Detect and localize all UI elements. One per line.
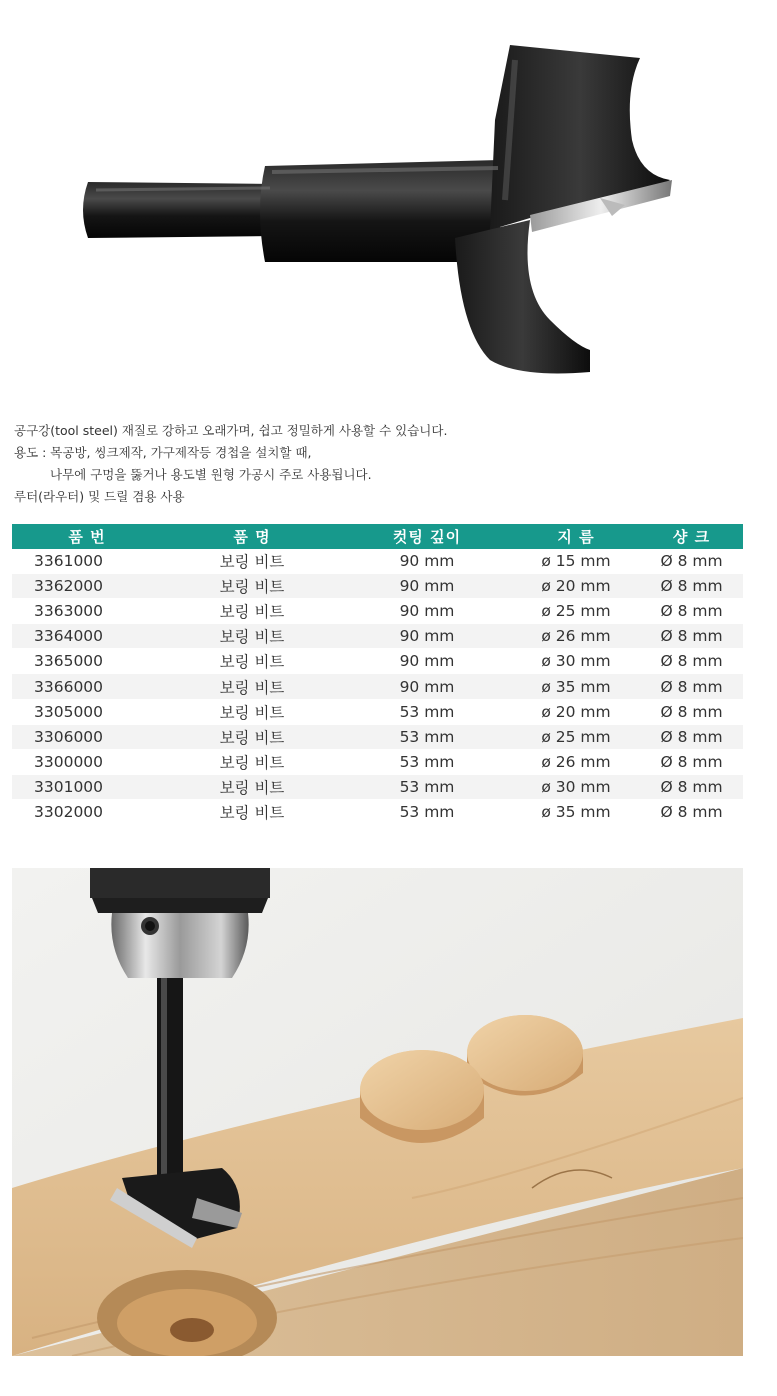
table-row bbox=[12, 674, 743, 699]
cell-product-name: 보링 비트 bbox=[162, 774, 342, 799]
cell-product-code: 3301000 bbox=[12, 774, 162, 799]
cell-cutting-depth: 90 mm bbox=[342, 549, 512, 574]
cell-diameter: ø 25 mm bbox=[512, 599, 640, 624]
drill-usage-photo bbox=[12, 868, 743, 1356]
cell-shank: Ø 8 mm bbox=[640, 699, 743, 724]
cell-shank: Ø 8 mm bbox=[640, 574, 743, 599]
cell-diameter: ø 20 mm bbox=[512, 574, 640, 599]
cell-diameter: ø 26 mm bbox=[512, 749, 640, 774]
cell-product-code: 3362000 bbox=[12, 574, 162, 599]
description-line-compatibility: 루터(라우터) 및 드릴 겸용 사용 bbox=[14, 489, 185, 504]
cell-shank: Ø 8 mm bbox=[640, 674, 743, 699]
spec-table-header-row bbox=[12, 524, 743, 549]
table-row bbox=[12, 799, 743, 824]
cell-product-name: 보링 비트 bbox=[162, 674, 342, 699]
cell-product-code: 3364000 bbox=[12, 624, 162, 649]
cell-cutting-depth: 90 mm bbox=[342, 599, 512, 624]
cell-diameter: ø 35 mm bbox=[512, 674, 640, 699]
description-line-usage-detail: 나무에 구멍을 뚫거나 용도별 원형 가공시 주로 사용됩니다. bbox=[50, 467, 372, 482]
cell-cutting-depth: 90 mm bbox=[342, 574, 512, 599]
cell-cutting-depth: 53 mm bbox=[342, 724, 512, 749]
cell-cutting-depth: 53 mm bbox=[342, 749, 512, 774]
product-description bbox=[14, 420, 764, 508]
table-row bbox=[12, 749, 743, 774]
table-row bbox=[12, 599, 743, 624]
spec-table bbox=[12, 524, 743, 825]
cell-diameter: ø 25 mm bbox=[512, 724, 640, 749]
cell-product-code: 3305000 bbox=[12, 699, 162, 724]
cell-product-code: 3365000 bbox=[12, 649, 162, 674]
cell-diameter: ø 35 mm bbox=[512, 799, 640, 824]
table-row bbox=[12, 699, 743, 724]
cell-diameter: ø 26 mm bbox=[512, 624, 640, 649]
cell-product-code: 3300000 bbox=[12, 749, 162, 774]
cell-cutting-depth: 90 mm bbox=[342, 649, 512, 674]
table-row bbox=[12, 724, 743, 749]
cell-shank: Ø 8 mm bbox=[640, 724, 743, 749]
cell-cutting-depth: 90 mm bbox=[342, 674, 512, 699]
cell-product-code: 3366000 bbox=[12, 674, 162, 699]
cell-product-name: 보링 비트 bbox=[162, 549, 342, 574]
cell-product-name: 보링 비트 bbox=[162, 624, 342, 649]
cell-cutting-depth: 53 mm bbox=[342, 774, 512, 799]
cell-shank: Ø 8 mm bbox=[640, 749, 743, 774]
table-row bbox=[12, 649, 743, 674]
cell-cutting-depth: 53 mm bbox=[342, 699, 512, 724]
table-row bbox=[12, 624, 743, 649]
cell-shank: Ø 8 mm bbox=[640, 799, 743, 824]
cell-product-code: 3361000 bbox=[12, 549, 162, 574]
cell-product-name: 보링 비트 bbox=[162, 699, 342, 724]
description-line-material: 공구강(tool steel) 재질로 강하고 오래가며, 쉽고 정밀하게 사용할 수 있습니다. bbox=[14, 423, 448, 438]
cell-product-code: 3302000 bbox=[12, 799, 162, 824]
cell-diameter: ø 30 mm bbox=[512, 774, 640, 799]
boring-bit-product-image bbox=[0, 0, 777, 410]
header-shank: 샹 크 bbox=[640, 524, 743, 549]
cell-diameter: ø 20 mm bbox=[512, 699, 640, 724]
table-row bbox=[12, 549, 743, 574]
cell-diameter: ø 15 mm bbox=[512, 549, 640, 574]
cell-shank: Ø 8 mm bbox=[640, 599, 743, 624]
cell-shank: Ø 8 mm bbox=[640, 549, 743, 574]
cell-product-name: 보링 비트 bbox=[162, 574, 342, 599]
cell-product-name: 보링 비트 bbox=[162, 649, 342, 674]
cell-product-code: 3363000 bbox=[12, 599, 162, 624]
description-line-usage: 용도 : 목공방, 씽크제작, 가구제작등 경첩을 설치할 때, bbox=[14, 445, 312, 460]
cell-product-name: 보링 비트 bbox=[162, 799, 342, 824]
cell-product-name: 보링 비트 bbox=[162, 749, 342, 774]
header-product-code: 품 번 bbox=[12, 524, 162, 549]
table-row bbox=[12, 774, 743, 799]
cell-shank: Ø 8 mm bbox=[640, 774, 743, 799]
cell-product-name: 보링 비트 bbox=[162, 724, 342, 749]
cell-cutting-depth: 53 mm bbox=[342, 799, 512, 824]
header-product-name: 품 명 bbox=[162, 524, 342, 549]
cell-diameter: ø 30 mm bbox=[512, 649, 640, 674]
cell-shank: Ø 8 mm bbox=[640, 624, 743, 649]
header-cutting-depth: 컷팅 깊이 bbox=[342, 524, 512, 549]
cell-product-code: 3306000 bbox=[12, 724, 162, 749]
header-diameter: 지 름 bbox=[512, 524, 640, 549]
table-row bbox=[12, 574, 743, 599]
cell-product-name: 보링 비트 bbox=[162, 599, 342, 624]
cell-cutting-depth: 90 mm bbox=[342, 624, 512, 649]
cell-shank: Ø 8 mm bbox=[640, 649, 743, 674]
